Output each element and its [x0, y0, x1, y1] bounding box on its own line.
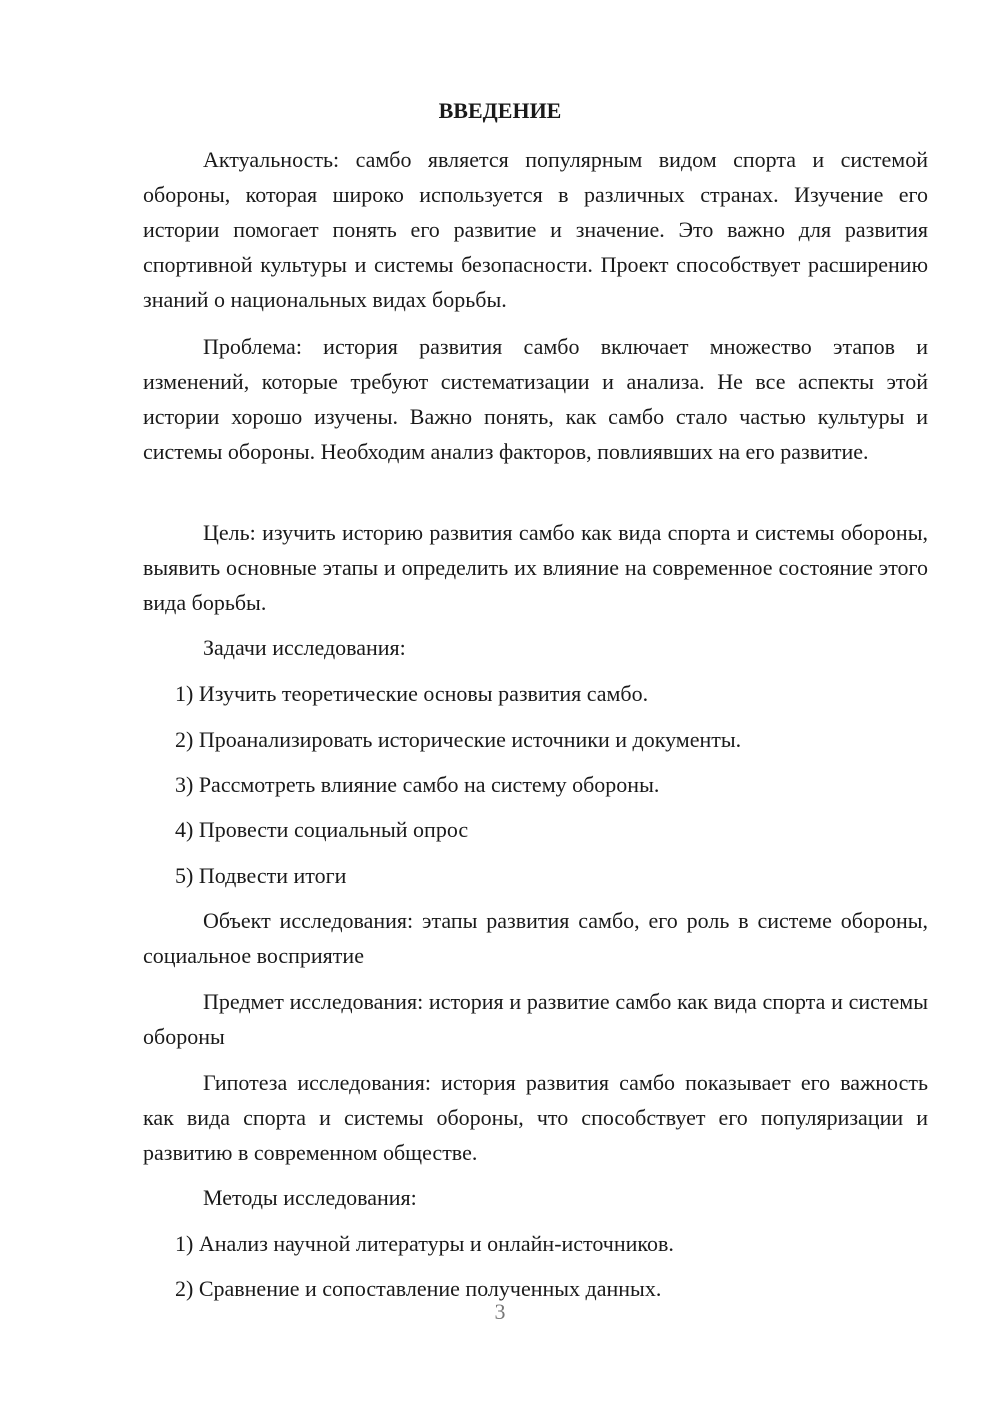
tasks-label: Задачи исследования: [203, 635, 406, 660]
method-item-2: 2) Сравнение и сопоставление полученных данных. [175, 1276, 662, 1301]
methods-label: Методы исследования: [203, 1185, 417, 1210]
object-paragraph: Объект исследования: этапы развития самбо, его роль в системе обороны, социальное восприятие [143, 908, 928, 968]
relevance-paragraph: Актуальность: самбо является популярным видом спорта и системой обороны, которая широко используется в различных странах. Изучение его истории помогает понять его развитие и значение. Это важно для развития спортивной культуры и системы безопасности. Проект способствует расширению знаний о национальных видах борьбы. [143, 147, 928, 312]
goal-paragraph: Цель: изучить историю развития самбо как вида спорта и системы обороны, выявить основные этапы и определить их влияние на современное состояние этого вида борьбы. [143, 520, 928, 615]
problem-paragraph: Проблема: история развития самбо включает множество этапов и изменений, которые требуют систематизации и анализа. Не все аспекты этой истории хорошо изучены. Важно понять, как самбо стало частью культуры и системы обороны. Необходим анализ факторов, повлиявших на его развитие. [143, 334, 928, 464]
method-item-1: 1) Анализ научной литературы и онлайн-источников. [175, 1231, 674, 1256]
task-item-3: 3) Рассмотреть влияние самбо на систему обороны. [175, 772, 660, 797]
task-item-5: 5) Подвести итоги [175, 863, 347, 888]
task-item-2: 2) Проанализировать исторические источники и документы. [175, 727, 742, 752]
page-number: 3 [494, 1299, 506, 1324]
subject-paragraph: Предмет исследования: история и развитие самбо как вида спорта и системы обороны [143, 989, 928, 1049]
task-item-1: 1) Изучить теоретические основы развития самбо. [175, 681, 649, 706]
task-item-4: 4) Провести социальный опрос [175, 817, 469, 842]
page-title: ВВЕДЕНИЕ [438, 98, 562, 123]
hypothesis-paragraph: Гипотеза исследования: история развития самбо показывает его важность как вида спорта и системы обороны, что способствует его популяризации и развитию в современном обществе. [143, 1070, 928, 1165]
